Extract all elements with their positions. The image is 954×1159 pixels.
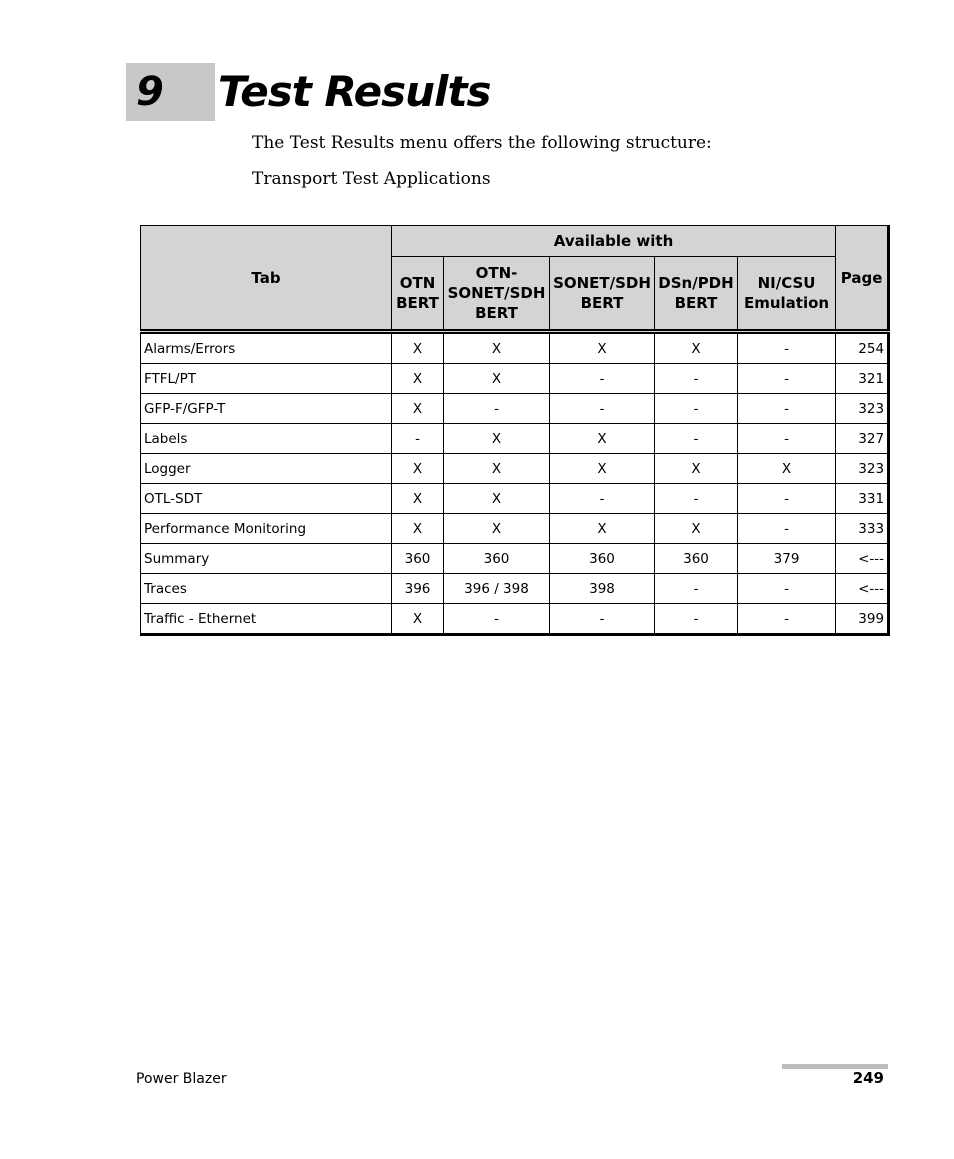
table-cell-tab: GFP-F/GFP-T: [141, 394, 392, 424]
table-cell-tab: Labels: [141, 424, 392, 454]
table-cell-page: 321: [836, 364, 889, 394]
table-row: [141, 424, 889, 454]
chapter-number: 9: [136, 69, 164, 115]
table-cell-sonet: -: [550, 394, 655, 424]
table-cell-otn-sonet: -: [444, 394, 550, 424]
table-cell-sonet: -: [550, 604, 655, 635]
table-cell-sonet: 398: [550, 574, 655, 604]
table-cell-otn: -: [392, 424, 444, 454]
header-otn-sonet-sdh-bert: OTN-SONET/SDH BERT: [444, 257, 550, 332]
table-cell-otn: X: [392, 484, 444, 514]
table-cell-otn-sonet: -: [444, 604, 550, 635]
footer-page-number: 249: [852, 1069, 884, 1087]
table-cell-page: <---: [836, 574, 889, 604]
table-cell-ni: -: [738, 364, 836, 394]
chapter-title: Test Results: [218, 67, 491, 116]
table-cell-otn-sonet: X: [444, 364, 550, 394]
section-subtitle: Transport Test Applications: [252, 169, 491, 189]
table-cell-tab: Traces: [141, 574, 392, 604]
table-cell-ni: -: [738, 604, 836, 635]
table-cell-dsn: -: [655, 424, 738, 454]
table-cell-otn-sonet: 396 / 398: [444, 574, 550, 604]
header-sonet-sdh-bert: SONET/SDH BERT: [550, 257, 655, 332]
table-row: [141, 364, 889, 394]
table-cell-otn-sonet: X: [444, 514, 550, 544]
table-cell-dsn: -: [655, 364, 738, 394]
chapter-number-box: [126, 63, 215, 121]
table-cell-ni: X: [738, 454, 836, 484]
table-cell-page: 323: [836, 454, 889, 484]
header-dsn-pdh-bert: DSn/PDH BERT: [655, 257, 738, 332]
table-cell-otn-sonet: X: [444, 424, 550, 454]
table-cell-ni: -: [738, 424, 836, 454]
table-cell-dsn: X: [655, 454, 738, 484]
table-cell-otn: 396: [392, 574, 444, 604]
table-cell-otn: X: [392, 332, 444, 364]
table-body: [141, 332, 889, 635]
table-cell-sonet: X: [550, 454, 655, 484]
table-cell-otn: X: [392, 394, 444, 424]
table-cell-ni: -: [738, 574, 836, 604]
table-cell-dsn: -: [655, 484, 738, 514]
table-cell-ni: -: [738, 514, 836, 544]
header-ni-csu-emulation: NI/CSU Emulation: [738, 257, 836, 332]
table-cell-tab: Traffic - Ethernet: [141, 604, 392, 635]
table-cell-sonet: -: [550, 364, 655, 394]
table-cell-ni: 379: [738, 544, 836, 574]
table-cell-dsn: X: [655, 514, 738, 544]
table-cell-tab: Performance Monitoring: [141, 514, 392, 544]
table-cell-sonet: X: [550, 332, 655, 364]
table-cell-otn-sonet: 360: [444, 544, 550, 574]
table-cell-dsn: -: [655, 604, 738, 635]
table-cell-page: 399: [836, 604, 889, 635]
table-cell-page: 254: [836, 332, 889, 364]
table-row: [141, 454, 889, 484]
table-cell-tab: FTFL/PT: [141, 364, 392, 394]
table-cell-otn: X: [392, 514, 444, 544]
table-row: [141, 574, 889, 604]
test-results-table: [140, 225, 890, 636]
table-cell-sonet: -: [550, 484, 655, 514]
table-cell-otn-sonet: X: [444, 332, 550, 364]
header-tab: Tab: [141, 226, 392, 332]
table-cell-tab: Summary: [141, 544, 392, 574]
table-cell-page: 331: [836, 484, 889, 514]
footer-product-name: Power Blazer: [136, 1071, 227, 1087]
table-cell-ni: -: [738, 484, 836, 514]
table-cell-otn: X: [392, 364, 444, 394]
intro-text: The Test Results menu offers the following structure:: [252, 133, 712, 153]
table-row: [141, 604, 889, 635]
table-cell-sonet: X: [550, 514, 655, 544]
table-cell-dsn: -: [655, 574, 738, 604]
header-otn-bert: OTN BERT: [392, 257, 444, 332]
table-cell-page: 333: [836, 514, 889, 544]
table-cell-tab: Logger: [141, 454, 392, 484]
table-row: [141, 332, 889, 364]
table-row: [141, 544, 889, 574]
table-cell-otn: X: [392, 604, 444, 635]
table-row: [141, 394, 889, 424]
table-cell-sonet: X: [550, 424, 655, 454]
table-cell-tab: OTL-SDT: [141, 484, 392, 514]
table-cell-page: 327: [836, 424, 889, 454]
table-cell-dsn: -: [655, 394, 738, 424]
table-row: [141, 484, 889, 514]
table-cell-sonet: 360: [550, 544, 655, 574]
table-cell-page: <---: [836, 544, 889, 574]
header-page: Page: [836, 226, 889, 332]
table-cell-ni: -: [738, 332, 836, 364]
table-cell-page: 323: [836, 394, 889, 424]
table-cell-dsn: 360: [655, 544, 738, 574]
table-cell-otn-sonet: X: [444, 454, 550, 484]
table-cell-otn: X: [392, 454, 444, 484]
table-cell-dsn: X: [655, 332, 738, 364]
table-row: [141, 514, 889, 544]
table-cell-otn-sonet: X: [444, 484, 550, 514]
header-available-with: Available with: [392, 226, 836, 257]
table-cell-otn: 360: [392, 544, 444, 574]
table-cell-tab: Alarms/Errors: [141, 332, 392, 364]
table-cell-ni: -: [738, 394, 836, 424]
